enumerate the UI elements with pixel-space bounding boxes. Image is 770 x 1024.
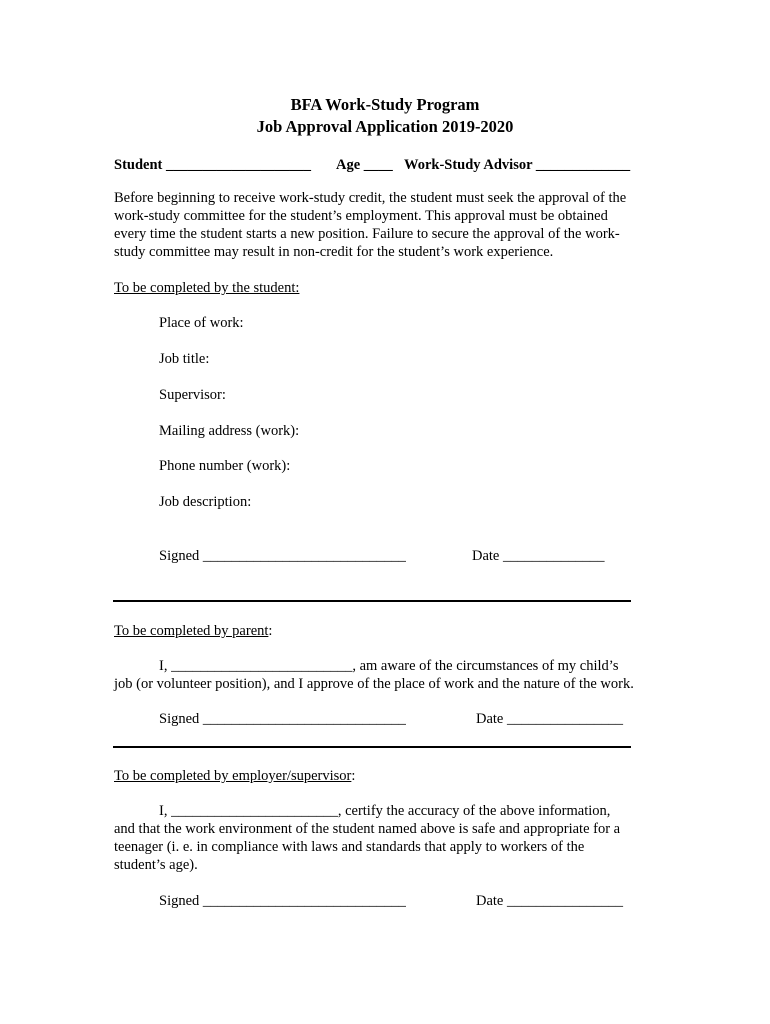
parent-date-line: Date ________________ [476,711,623,727]
employer-date-line: Date ________________ [476,893,623,909]
employer-statement-line-4: student’s age). [114,857,198,873]
job-description-label: Job description: [159,494,252,510]
phone-number-label: Phone number (work): [159,458,291,474]
age-field: Age ____ [336,157,393,173]
intro-line-2: work-study committee for the student’s employment. This approval must be obtained [114,208,608,224]
supervisor-label: Supervisor: [159,387,226,403]
section-divider-1 [113,600,631,602]
advisor-field: Work-Study Advisor _____________ [404,157,631,173]
parent-heading-colon: : [268,623,273,639]
form-subtitle: Job Approval Application 2019-2020 [256,117,514,136]
parent-section-heading [114,623,272,640]
form-title: BFA Work-Study Program [290,95,480,114]
parent-statement-line-1: I, _________________________, am aware of the circumstances of my child’s [159,658,619,674]
employer-signed-line: Signed ____________________________ [159,893,406,909]
employer-heading-colon: : [351,768,356,784]
student-date-line: Date ______________ [472,548,605,564]
intro-line-3: every time the student starts a new position. Failure to secure the approval of the work- [114,226,620,242]
place-of-work-label: Place of work: [159,315,244,331]
job-title-label: Job title: [159,351,210,367]
student-signed-line: Signed ____________________________ [159,548,406,564]
employer-heading-text: To be completed by employer/supervisor [114,768,352,784]
student-section-heading: To be completed by the student: [114,280,300,296]
section-divider-2 [113,746,631,748]
student-field: Student ____________________ [114,157,311,173]
intro-line-4: study committee may result in non-credit for the student’s work experience. [114,244,554,260]
parent-heading-text: To be completed by parent [114,623,269,639]
employer-statement-line-3: teenager (i. e. in compliance with laws and standards that apply to workers of the [114,839,585,855]
employer-statement-line-1: I, _______________________, certify the accuracy of the above information, [159,803,611,819]
parent-statement-line-2: job (or volunteer position), and I approve of the place of work and the nature of the work. [114,676,634,692]
mailing-address-label: Mailing address (work): [159,423,300,439]
employer-statement-line-2: and that the work environment of the student named above is safe and appropriate for a [114,821,621,837]
parent-signed-line: Signed ____________________________ [159,711,406,727]
intro-line-1: Before beginning to receive work-study credit, the student must seek the approval of the [114,190,627,206]
employer-section-heading [114,768,355,785]
